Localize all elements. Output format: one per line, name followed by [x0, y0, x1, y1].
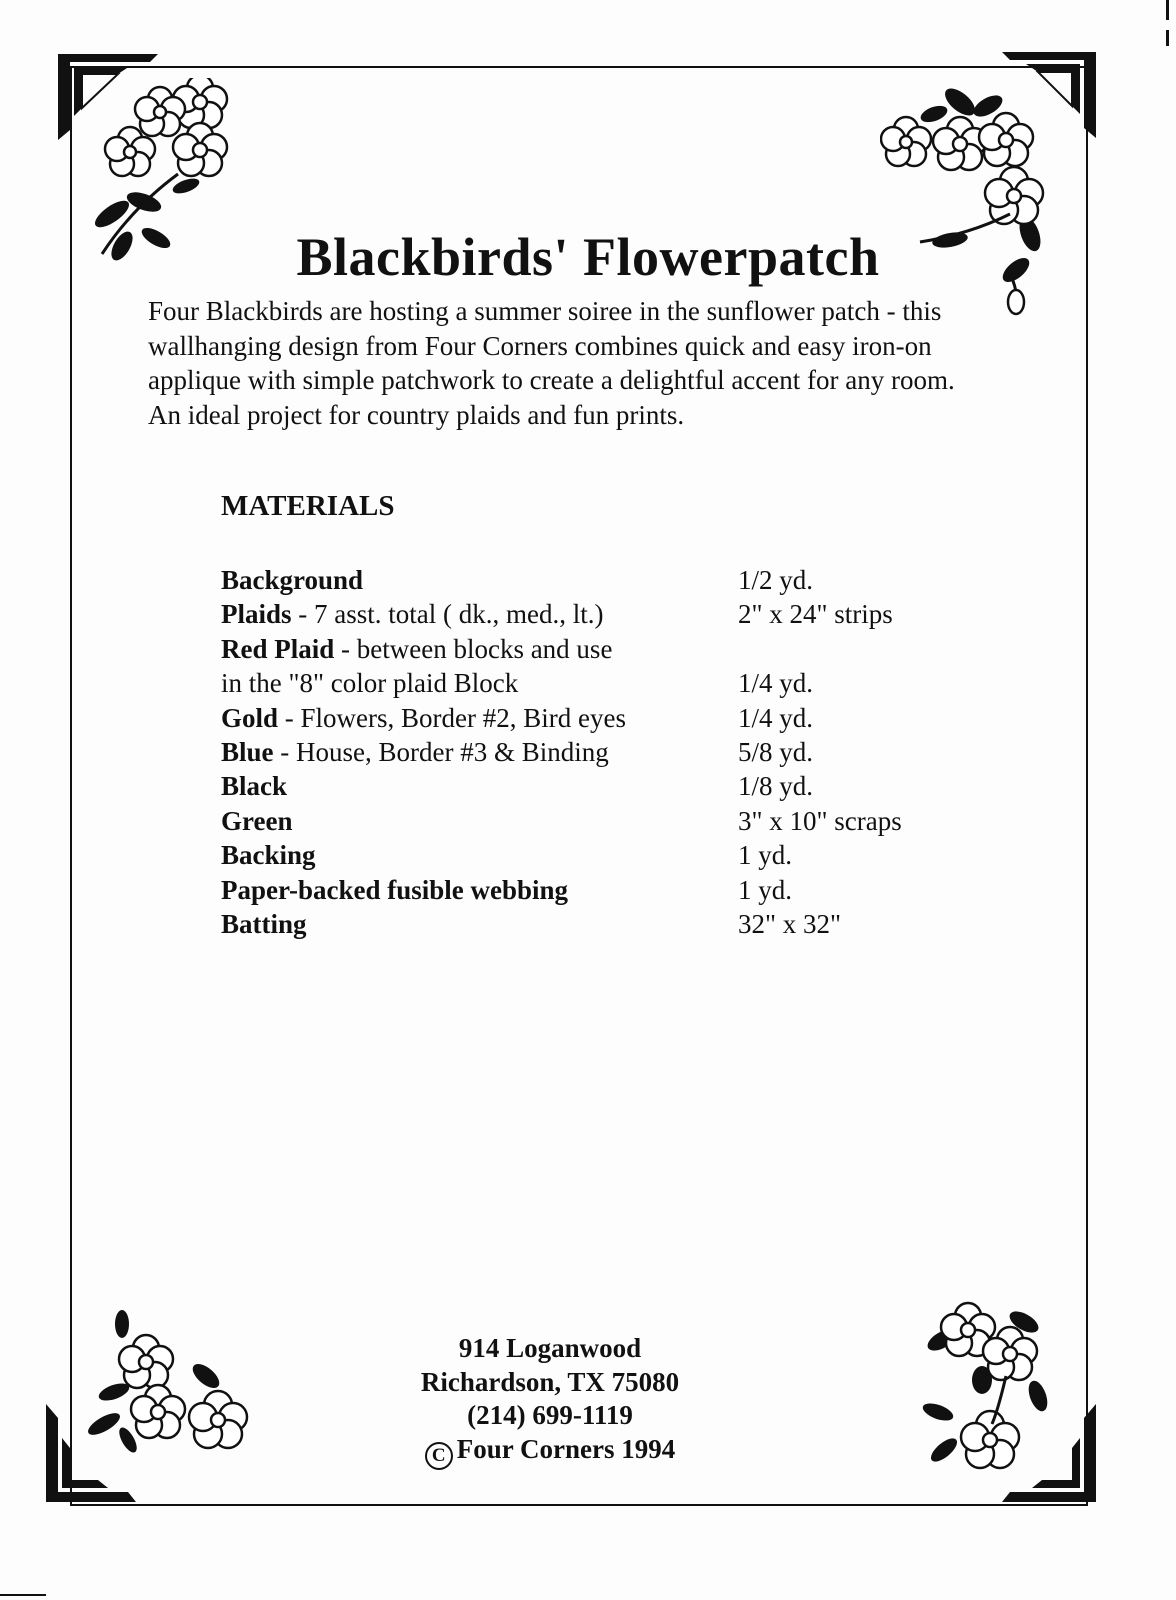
- material-name: Red Plaid: [221, 633, 335, 664]
- material-desc: - 7 asst. total ( dk., med., lt.): [291, 599, 604, 630]
- material-desc: - between blocks and use: [334, 633, 613, 664]
- material-row: [221, 563, 1021, 597]
- address-street: 914 Loganwood: [458, 1333, 642, 1363]
- material-row: [221, 873, 1021, 907]
- material-row: [221, 907, 1021, 941]
- material-row: [221, 769, 1021, 803]
- material-name: Plaids: [221, 599, 292, 630]
- material-quantity: 32" x 32": [738, 908, 842, 939]
- materials-heading: MATERIALS: [221, 490, 395, 522]
- material-quantity: 1 yd.: [738, 874, 792, 905]
- material-name: Blue: [221, 736, 274, 767]
- material-item: [221, 907, 307, 941]
- copyright-icon: C: [425, 1442, 453, 1470]
- material-item: [221, 873, 568, 907]
- material-row: [221, 701, 1021, 735]
- material-item: [221, 804, 292, 838]
- material-name: Paper-backed fusible webbing: [221, 874, 569, 905]
- materials-list: [221, 563, 1021, 941]
- material-name: Batting: [221, 908, 307, 939]
- material-item: [221, 838, 316, 872]
- material-name: Background: [221, 565, 364, 595]
- material-item: [221, 563, 363, 597]
- scan-edge-mark: [1166, 30, 1169, 46]
- material-quantity: 2" x 24" strips: [738, 599, 893, 630]
- material-row: [221, 666, 1021, 700]
- material-name: Backing: [221, 840, 316, 871]
- material-quantity: 1/2 yd.: [738, 565, 814, 595]
- flower-cluster-icon: [880, 84, 1060, 329]
- material-desc: in the "8" color plaid Block: [221, 668, 519, 699]
- material-desc: - House, Border #3 & Binding: [273, 736, 609, 767]
- material-item: [221, 701, 626, 735]
- copyright-line: [0, 1433, 1100, 1470]
- material-quantity: 3" x 10" scraps: [738, 805, 902, 836]
- material-row: [221, 597, 1021, 631]
- address-city: Richardson, TX 75080: [420, 1366, 680, 1397]
- material-item: [221, 735, 609, 769]
- material-quantity: 1/4 yd.: [738, 668, 814, 699]
- material-name: Green: [221, 805, 293, 836]
- material-desc: - Flowers, Border #2, Bird eyes: [278, 702, 626, 733]
- intro-line: wallhanging design from Four Corners combines quick and easy iron-on: [148, 330, 932, 361]
- address-phone: (214) 699-1119: [467, 1400, 633, 1430]
- material-row: [221, 632, 1021, 666]
- page-title: Blackbirds' Flowerpatch: [296, 227, 880, 287]
- material-quantity: 5/8 yd.: [738, 736, 814, 767]
- material-item: [221, 666, 518, 700]
- material-row: [221, 735, 1021, 769]
- publisher-address: [0, 1332, 1100, 1470]
- material-name: Gold: [221, 702, 279, 733]
- material-quantity: 1/4 yd.: [738, 702, 814, 733]
- material-item: [221, 769, 287, 803]
- intro-line: Four Blackbirds are hosting a summer soiree in the sunflower patch - this: [148, 296, 942, 326]
- scan-edge-mark: [0, 1594, 46, 1596]
- material-item: [221, 632, 612, 666]
- material-row: [221, 838, 1021, 872]
- scan-edge-mark: [1166, 0, 1169, 20]
- copyright-text: Four Corners 1994: [456, 1433, 676, 1464]
- material-item: [221, 597, 603, 631]
- intro-line: applique with simple patchwork to create a delightful accent for any room.: [148, 365, 955, 395]
- material-name: Black: [221, 771, 288, 802]
- material-quantity: 1 yd.: [738, 840, 792, 871]
- intro-line: An ideal project for country plaids and fun prints.: [148, 399, 685, 430]
- intro-paragraph: [148, 294, 1028, 432]
- material-quantity: 1/8 yd.: [738, 771, 814, 802]
- material-row: [221, 804, 1021, 838]
